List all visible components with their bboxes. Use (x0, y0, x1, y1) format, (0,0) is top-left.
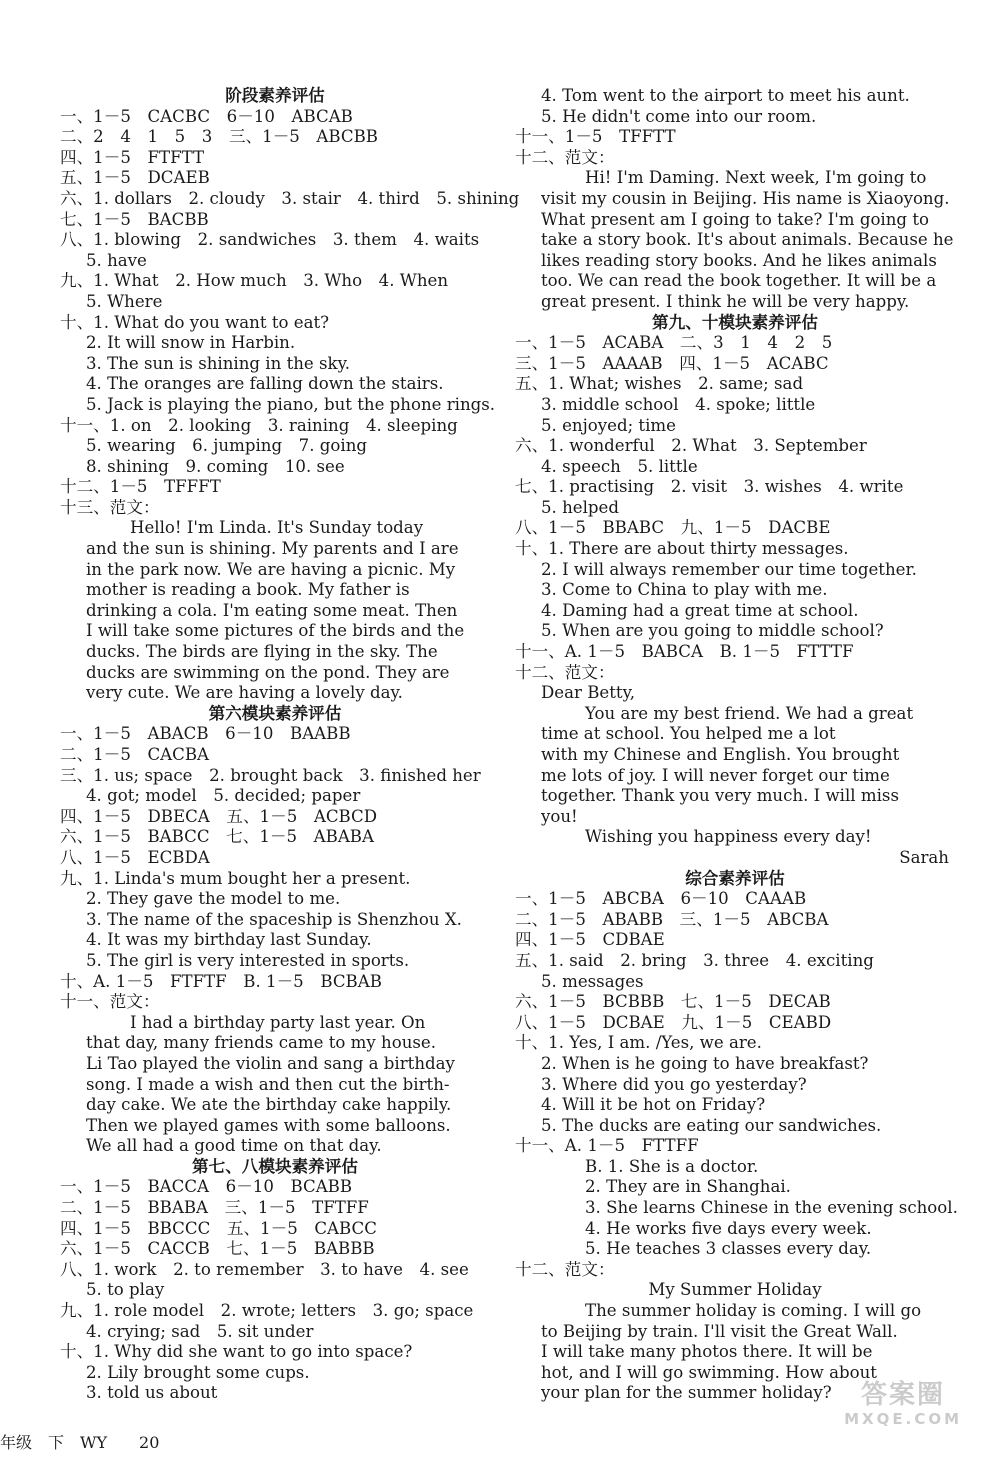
left-text-line: 五、1－5 DCAEB (60, 168, 210, 188)
right-text-line: 一、1－5 ABCBA 6－10 CAAAB (515, 889, 807, 909)
left-text-line: 3. told us about (86, 1383, 218, 1403)
right-text-line: 十二、范文： (515, 147, 615, 167)
right-text-line: 十二、范文： (515, 1259, 615, 1279)
right-text-line: 十一、1－5 TFFTT (515, 127, 676, 147)
right-text-line: Sarah (899, 847, 949, 867)
right-text-line: My Summer Holiday (648, 1280, 822, 1300)
left-section-title: 第七、八模块素养评估 (192, 1156, 358, 1176)
right-text-line: time at school. You helped me a lot (541, 724, 836, 744)
left-text-line: I will take some pictures of the birds and the (86, 621, 465, 641)
left-text-line: 四、1－5 DBECA 五、1－5 ACBCD (60, 806, 378, 826)
right-text-line: you! (541, 806, 578, 826)
left-text-line: 二、1－5 BBABA 三、1－5 TFTFF (60, 1198, 369, 1218)
right-text-line: 4. Will it be hot on Friday? (541, 1095, 766, 1115)
left-text-line: 一、1－5 ABACB 6－10 BAABB (60, 724, 351, 744)
left-text-line: and the sun is shining. My parents and I are (86, 539, 459, 559)
right-text-line: 3. Come to China to play with me. (541, 580, 828, 600)
right-text-line: Dear Betty, (541, 683, 636, 703)
left-text-line: 3. The sun is shining in the sky. (86, 353, 351, 373)
right-text-line: 4. He works five days every week. (585, 1218, 872, 1238)
left-text-line: 三、1. us; space 2. brought back 3. finished her (60, 765, 481, 785)
left-text-line: mother is reading a book. My father is (86, 580, 410, 600)
right-text-line: likes reading story books. And he likes animals (541, 250, 937, 270)
left-text-line: 十一、1. on 2. looking 3. raining 4. sleeping (60, 415, 458, 435)
right-text-line: 5. The ducks are eating our sandwiches. (541, 1115, 882, 1135)
left-text-line: day cake. We ate the birthday cake happily. (86, 1095, 452, 1115)
right-text-line: 六、1. wonderful 2. What 3. September (515, 436, 867, 456)
left-text-line: in the park now. We are having a picnic. My (86, 559, 456, 579)
left-text-line: 5. The girl is very interested in sports. (86, 950, 410, 970)
left-text-line: Hello! I'm Linda. It's Sunday today (130, 518, 424, 538)
left-text-line: Li Tao played the violin and sang a birthday (86, 1053, 455, 1073)
right-text-line: 4. Tom went to the airport to meet his aunt. (541, 86, 910, 105)
left-text-line: 六、1－5 BABCC 七、1－5 ABABA (60, 827, 374, 847)
left-text-line: 九、1. What 2. How much 3. Who 4. When (60, 271, 449, 291)
left-text-line: 2. They gave the model to me. (86, 889, 341, 909)
right-text-line: What present am I going to take? I'm going to (541, 209, 929, 229)
page-footer: 年级 下 WY 20 (0, 1433, 160, 1452)
right-text-line: 5. messages (541, 971, 644, 991)
right-text-line: visit my cousin in Beijing. His name is Xiaoyong. (541, 188, 950, 208)
left-text-line: 一、1－5 BACCA 6－10 BCABB (60, 1177, 353, 1197)
left-text-line: 4. The oranges are falling down the stairs. (86, 374, 444, 394)
right-text-line: 五、1. What; wishes 2. same; sad (515, 374, 804, 394)
left-section-title: 第六模块素养评估 (208, 703, 342, 723)
right-text-line: 六、1－5 BCBBB 七、1－5 DECAB (515, 992, 831, 1012)
left-text-line: ducks are swimming on the pond. They are (86, 662, 450, 682)
left-text-line: 十、A. 1－5 FTFTF B. 1－5 BCBAB (60, 971, 382, 991)
right-text-line: 十、1. There are about thirty messages. (515, 539, 849, 559)
left-text-line: 一、1－5 CACBC 6－10 ABCAB (60, 106, 353, 126)
right-text-line: 七、1. practising 2. visit 3. wishes 4. write (515, 477, 904, 497)
right-text-line: Wishing you happiness every day! (585, 827, 872, 847)
right-text-line: 十、1. Yes, I am. /Yes, we are. (515, 1033, 762, 1053)
left-text-line: 2. It will snow in Harbin. (86, 333, 296, 353)
right-text-line: 四、1－5 CDBAE (515, 930, 665, 950)
right-text-line: 十二、范文： (515, 662, 615, 682)
right-text-line: your plan for the summer holiday? (541, 1383, 832, 1403)
left-text-line: very cute. We are having a lovely day. (86, 683, 403, 703)
left-text-line: 2. Lily brought some cups. (86, 1362, 310, 1382)
left-text-line: 二、1－5 CACBA (60, 745, 210, 764)
left-text-line: 八、1. work 2. to remember 3. to have 4. see (60, 1259, 469, 1279)
right-text-line: 5. When are you going to middle school? (541, 621, 884, 641)
left-text-line: 八、1－5 ECBDA (60, 847, 210, 867)
left-text-line: Then we played games with some balloons. (86, 1115, 451, 1135)
right-text-line: 5. helped (541, 497, 619, 517)
left-text-line: that day, many friends came to my house. (86, 1033, 436, 1053)
left-text-line: 七、1－5 BACBB (60, 209, 209, 229)
left-text-line: I had a birthday party last year. On (130, 1012, 426, 1032)
left-text-line: 5. wearing 6. jumping 7. going (86, 436, 368, 456)
left-section-title: 阶段素养评估 (225, 86, 325, 105)
right-text-line: 十一、A. 1－5 FTTFF (515, 1136, 699, 1156)
right-text-line: You are my best friend. We had a great (585, 703, 914, 723)
left-text-line: 十一、范文： (60, 992, 160, 1012)
right-text-line: 八、1－5 DCBAE 九、1－5 CEABD (515, 1012, 832, 1032)
right-text-line: 2. They are in Shanghai. (585, 1177, 791, 1197)
right-text-line: to Beijing by train. I'll visit the Great Wall. (541, 1321, 898, 1341)
right-text-line: 4. Daming had a great time at school. (541, 600, 859, 620)
right-text-line: Hi! I'm Daming. Next week, I'm going to (585, 168, 927, 188)
right-text-line: together. Thank you very much. I will miss (541, 786, 899, 806)
right-text-line: 4. speech 5. little (541, 456, 698, 476)
right-text-line: 5. He didn't come into our room. (541, 106, 817, 126)
right-text-line: 3. Where did you go yesterday? (541, 1074, 807, 1094)
left-text-line: 九、1. Linda's mum bought her a present. (60, 868, 411, 888)
right-text-line: 八、1－5 BBABC 九、1－5 DACBE (515, 518, 831, 538)
left-text-line: 八、1. blowing 2. sandwiches 3. them 4. waits (60, 230, 480, 250)
right-text-line: hot, and I will go swimming. How about (541, 1362, 877, 1382)
right-text-line: too. We can read the book together. It will be a (541, 271, 937, 291)
watermark-logo (844, 1380, 962, 1428)
left-text-line: 十、1. Why did she want to go into space? (60, 1342, 413, 1362)
left-text-line: ducks. The birds are flying in the sky. The (86, 642, 438, 662)
left-text-line: 二、2 4 1 5 3 三、1－5 ABCBB (60, 127, 379, 147)
left-text-line: 十三、范文： (60, 497, 160, 517)
right-column (515, 86, 958, 1404)
left-text-line: 十、1. What do you want to eat? (60, 312, 330, 332)
left-text-line: 十二、1－5 TFFFT (60, 477, 221, 497)
right-text-line: great present. I think he will be very happy. (541, 291, 910, 311)
right-text-line: 3. She learns Chinese in the evening school. (585, 1198, 958, 1218)
left-text-line: 5. Jack is playing the piano, but the phone rings. (86, 394, 496, 414)
watermark-main: 答案圈 (861, 1380, 946, 1410)
right-text-line: me lots of joy. I will never forget our time (541, 765, 890, 785)
right-text-line: 2. When is he going to have breakfast? (541, 1053, 869, 1073)
left-text-line: We all had a good time on that day. (86, 1136, 382, 1156)
right-text-line: 5. enjoyed; time (541, 415, 676, 435)
left-text-line: 4. crying; sad 5. sit under (86, 1321, 314, 1341)
right-text-line: 5. He teaches 3 classes every day. (585, 1239, 872, 1259)
right-text-line: The summer holiday is coming. I will go (585, 1301, 922, 1321)
right-section-title: 第九、十模块素养评估 (652, 312, 818, 332)
right-text-line: 十一、A. 1－5 BABCA B. 1－5 FTTTF (515, 642, 854, 662)
left-text-line: 5. have (86, 250, 147, 270)
left-text-line: 四、1－5 FTFTT (60, 147, 205, 167)
right-text-line: 2. I will always remember our time together. (541, 559, 917, 579)
right-text-line: 五、1. said 2. bring 3. three 4. exciting (515, 950, 874, 970)
right-text-line: B. 1. She is a doctor. (585, 1156, 759, 1176)
left-text-line: 六、1－5 CACCB 七、1－5 BABBB (60, 1239, 375, 1259)
right-section-title: 综合素养评估 (685, 868, 785, 888)
left-text-line: song. I made a wish and then cut the birth- (86, 1074, 450, 1094)
left-text-line: drinking a cola. I'm eating some meat. Then (86, 600, 458, 620)
watermark-sub: MXQE.COM (844, 1410, 962, 1428)
left-text-line: 3. The name of the spaceship is Shenzhou X. (86, 909, 462, 929)
left-text-line: 5. to play (86, 1280, 165, 1300)
left-text-line: 九、1. role model 2. wrote; letters 3. go; space (60, 1301, 474, 1321)
left-column (60, 86, 520, 1404)
right-text-line: take a story book. It's about animals. Because he (541, 230, 954, 250)
left-text-line: 5. Where (86, 291, 163, 311)
right-text-line: with my Chinese and English. You brought (541, 745, 900, 764)
right-text-line: 二、1－5 ABABB 三、1－5 ABCBA (515, 909, 829, 929)
left-text-line: 4. It was my birthday last Sunday. (86, 930, 372, 950)
right-text-line: 三、1－5 AAAAB 四、1－5 ACABC (515, 353, 829, 373)
left-text-line: 六、1. dollars 2. cloudy 3. stair 4. third 5. shining (60, 188, 520, 208)
left-text-line: 8. shining 9. coming 10. see (86, 456, 345, 476)
right-text-line: I will take many photos there. It will be (541, 1342, 873, 1362)
left-text-line: 四、1－5 BBCCC 五、1－5 CABCC (60, 1218, 377, 1238)
right-text-line: 一、1－5 ACABA 二、3 1 4 2 5 (515, 333, 833, 353)
right-text-line: 3. middle school 4. spoke; little (541, 394, 816, 414)
left-text-line: 4. got; model 5. decided; paper (86, 786, 361, 806)
